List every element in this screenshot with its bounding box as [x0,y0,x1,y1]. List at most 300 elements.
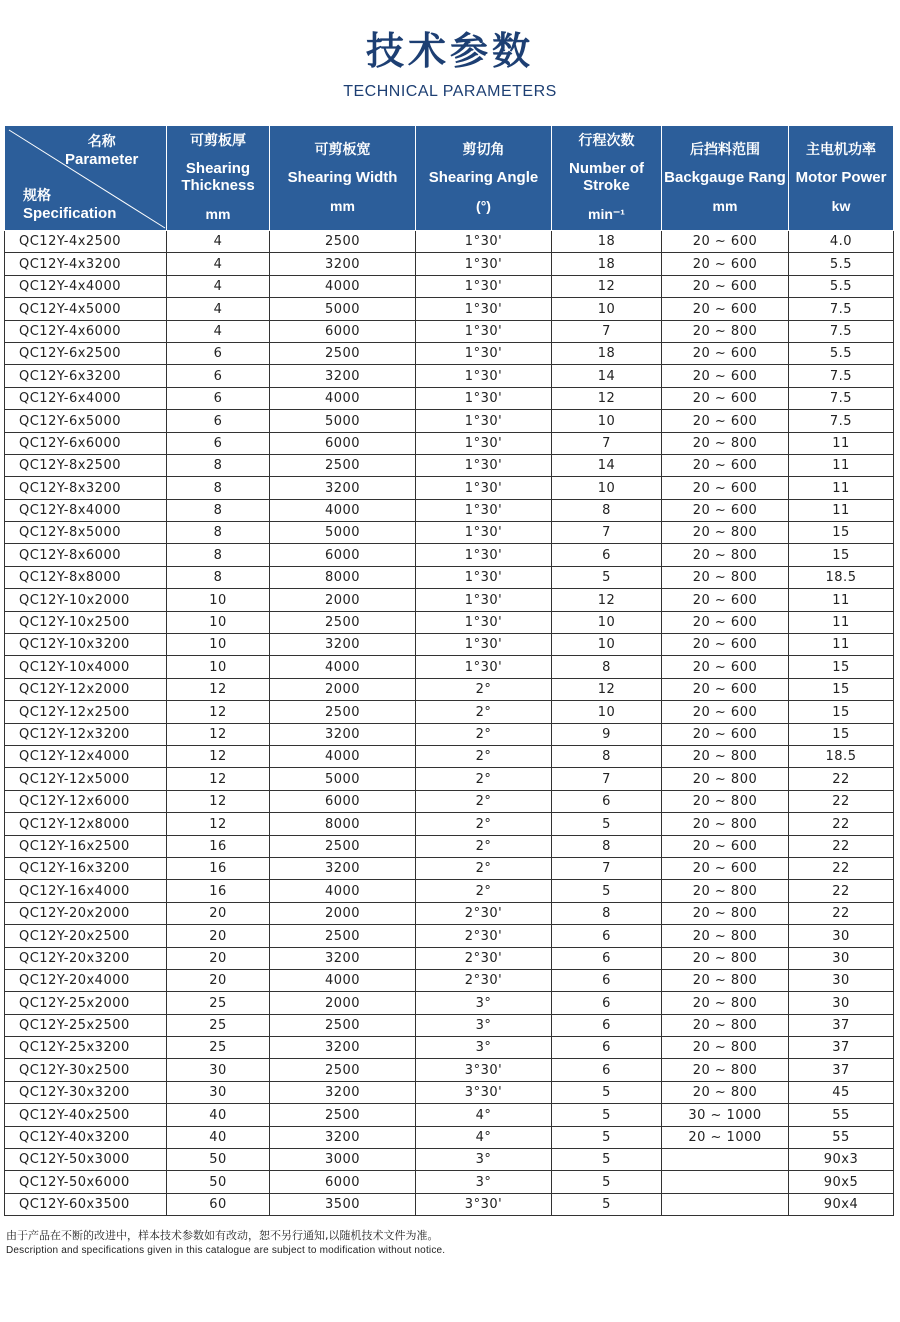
thickness-cell: 16 [167,835,270,857]
table-row [5,790,894,812]
thickness-cell: 20 [167,969,270,991]
model-cell: QC12Y-25x2000 [5,992,167,1014]
parameters-table-container [4,125,893,1216]
thickness-cell: 12 [167,723,270,745]
table-header-row [5,126,894,231]
angle-cell: 3° [416,1037,552,1059]
stroke-cell: 5 [552,1104,662,1126]
stroke-cell: 18 [552,253,662,275]
angle-cell: 4° [416,1126,552,1148]
power-cell: 15 [789,723,894,745]
stroke-cell: 10 [552,611,662,633]
backgauge-cell: 20 ~ 800 [662,745,789,767]
stroke-cell: 8 [552,656,662,678]
width-cell: 2500 [270,454,416,476]
thickness-cell: 6 [167,342,270,364]
width-cell: 4000 [270,275,416,297]
backgauge-cell: 20 ~ 800 [662,969,789,991]
thickness-cell: 6 [167,432,270,454]
model-cell: QC12Y-4x5000 [5,298,167,320]
model-cell: QC12Y-8x4000 [5,499,167,521]
model-cell: QC12Y-6x2500 [5,342,167,364]
table-row [5,701,894,723]
model-cell: QC12Y-8x3200 [5,477,167,499]
stroke-cell: 6 [552,969,662,991]
angle-cell: 3°30' [416,1059,552,1081]
angle-cell: 3° [416,1014,552,1036]
power-cell: 22 [789,880,894,902]
width-cell: 3500 [270,1193,416,1215]
backgauge-cell: 20 ~ 600 [662,275,789,297]
thickness-cell: 8 [167,566,270,588]
width-cell: 2500 [270,701,416,723]
width-cell: 3200 [270,723,416,745]
thickness-cell: 4 [167,275,270,297]
stroke-cell: 7 [552,768,662,790]
table-row [5,1193,894,1215]
width-cell: 2000 [270,589,416,611]
disclaimer-en: Description and specifications given in this catalogue are subject to modification without notice. [6,1245,446,1256]
thickness-cell: 10 [167,589,270,611]
thickness-cell: 40 [167,1104,270,1126]
power-cell: 30 [789,947,894,969]
model-cell: QC12Y-12x6000 [5,790,167,812]
model-cell: QC12Y-6x3200 [5,365,167,387]
table-row [5,745,894,767]
power-cell: 18.5 [789,566,894,588]
table-row [5,1059,894,1081]
thickness-cell: 8 [167,499,270,521]
angle-cell: 2° [416,723,552,745]
power-cell: 11 [789,454,894,476]
angle-cell: 1°30' [416,365,552,387]
angle-cell: 1°30' [416,387,552,409]
width-cell: 5000 [270,522,416,544]
power-cell: 15 [789,656,894,678]
angle-cell: 1°30' [416,454,552,476]
stroke-cell: 6 [552,947,662,969]
backgauge-cell: 20 ~ 800 [662,1037,789,1059]
thickness-cell: 4 [167,253,270,275]
table-row [5,253,894,275]
model-cell: QC12Y-12x5000 [5,768,167,790]
power-cell: 22 [789,790,894,812]
table-row [5,969,894,991]
stroke-cell: 7 [552,522,662,544]
angle-cell: 2° [416,813,552,835]
width-cell: 2500 [270,611,416,633]
angle-cell: 2° [416,790,552,812]
power-cell: 37 [789,1059,894,1081]
power-cell: 15 [789,678,894,700]
model-cell: QC12Y-4x6000 [5,320,167,342]
width-cell: 4000 [270,387,416,409]
table-row [5,522,894,544]
backgauge-cell [662,1171,789,1193]
model-cell: QC12Y-12x3200 [5,723,167,745]
header-corner-cell [5,126,167,231]
width-cell: 5000 [270,298,416,320]
angle-cell: 2° [416,835,552,857]
thickness-cell: 8 [167,522,270,544]
backgauge-cell: 20 ~ 800 [662,522,789,544]
parameters-table [4,125,894,1216]
model-cell: QC12Y-10x2500 [5,611,167,633]
table-row [5,477,894,499]
backgauge-cell: 20 ~ 800 [662,1014,789,1036]
stroke-cell: 8 [552,745,662,767]
width-cell: 8000 [270,566,416,588]
stroke-cell: 6 [552,1059,662,1081]
model-cell: QC12Y-8x8000 [5,566,167,588]
backgauge-cell: 20 ~ 800 [662,566,789,588]
angle-cell: 2° [416,768,552,790]
stroke-cell: 5 [552,813,662,835]
angle-cell: 2°30' [416,902,552,924]
model-cell: QC12Y-12x2500 [5,701,167,723]
stroke-cell: 14 [552,454,662,476]
angle-cell: 1°30' [416,432,552,454]
table-row [5,1126,894,1148]
backgauge-cell: 20 ~ 600 [662,387,789,409]
thickness-cell: 12 [167,678,270,700]
power-cell: 15 [789,544,894,566]
width-cell: 4000 [270,499,416,521]
width-cell: 4000 [270,880,416,902]
header-backgauge-rang: 后挡料范围 Backgauge Rang mm [662,126,789,231]
thickness-cell: 20 [167,925,270,947]
table-row [5,298,894,320]
table-row [5,566,894,588]
power-cell: 7.5 [789,320,894,342]
table-row [5,723,894,745]
thickness-cell: 8 [167,477,270,499]
backgauge-cell [662,1193,789,1215]
thickness-cell: 10 [167,634,270,656]
stroke-cell: 10 [552,298,662,320]
width-cell: 3200 [270,947,416,969]
table-row [5,342,894,364]
thickness-cell: 12 [167,701,270,723]
backgauge-cell: 20 ~ 600 [662,231,789,253]
stroke-cell: 8 [552,835,662,857]
model-cell: QC12Y-4x4000 [5,275,167,297]
thickness-cell: 20 [167,902,270,924]
angle-cell: 2° [416,745,552,767]
width-cell: 3000 [270,1149,416,1171]
power-cell: 90x4 [789,1193,894,1215]
width-cell: 2500 [270,1059,416,1081]
power-cell: 15 [789,522,894,544]
table-row [5,387,894,409]
stroke-cell: 10 [552,701,662,723]
table-row [5,365,894,387]
power-cell: 45 [789,1081,894,1103]
angle-cell: 1°30' [416,231,552,253]
model-cell: QC12Y-4x2500 [5,231,167,253]
model-cell: QC12Y-12x8000 [5,813,167,835]
thickness-cell: 25 [167,992,270,1014]
table-row [5,611,894,633]
power-cell: 90x3 [789,1149,894,1171]
backgauge-cell: 20 ~ 600 [662,678,789,700]
width-cell: 6000 [270,790,416,812]
stroke-cell: 8 [552,902,662,924]
model-cell: QC12Y-20x4000 [5,969,167,991]
width-cell: 3200 [270,1037,416,1059]
table-row [5,231,894,253]
table-row [5,1171,894,1193]
model-cell: QC12Y-8x2500 [5,454,167,476]
page-title: 技术参数 [365,29,534,73]
backgauge-cell: 20 ~ 600 [662,723,789,745]
width-cell: 3200 [270,365,416,387]
width-cell: 5000 [270,768,416,790]
angle-cell: 1°30' [416,320,552,342]
angle-cell: 1°30' [416,275,552,297]
backgauge-cell: 20 ~ 800 [662,947,789,969]
stroke-cell: 6 [552,544,662,566]
table-row [5,1037,894,1059]
table-row [5,589,894,611]
power-cell: 22 [789,902,894,924]
angle-cell: 3°30' [416,1193,552,1215]
angle-cell: 1°30' [416,544,552,566]
table-row [5,835,894,857]
backgauge-cell: 20 ~ 800 [662,813,789,835]
corner-parameter-label: 名称 Parameter [65,134,139,168]
backgauge-cell: 20 ~ 600 [662,857,789,879]
thickness-cell: 4 [167,298,270,320]
backgauge-cell: 20 ~ 600 [662,410,789,432]
width-cell: 2500 [270,925,416,947]
table-row [5,499,894,521]
table-row [5,992,894,1014]
angle-cell: 2° [416,678,552,700]
width-cell: 4000 [270,656,416,678]
power-cell: 11 [789,499,894,521]
model-cell: QC12Y-25x3200 [5,1037,167,1059]
backgauge-cell [662,1149,789,1171]
backgauge-cell: 20 ~ 800 [662,432,789,454]
angle-cell: 1°30' [416,253,552,275]
stroke-cell: 5 [552,1081,662,1103]
angle-cell: 2°30' [416,925,552,947]
angle-cell: 3° [416,1149,552,1171]
model-cell: QC12Y-50x3000 [5,1149,167,1171]
width-cell: 2500 [270,342,416,364]
header-motor-power: 主电机功率 Motor Power kw [789,126,894,231]
thickness-cell: 30 [167,1081,270,1103]
model-cell: QC12Y-6x6000 [5,432,167,454]
thickness-cell: 40 [167,1126,270,1148]
stroke-cell: 8 [552,499,662,521]
thickness-cell: 12 [167,813,270,835]
width-cell: 6000 [270,1171,416,1193]
power-cell: 5.5 [789,342,894,364]
backgauge-cell: 20 ~ 600 [662,253,789,275]
width-cell: 3200 [270,1126,416,1148]
angle-cell: 3° [416,1171,552,1193]
table-row [5,768,894,790]
backgauge-cell: 20 ~ 800 [662,790,789,812]
angle-cell: 3°30' [416,1081,552,1103]
width-cell: 2000 [270,678,416,700]
backgauge-cell: 20 ~ 600 [662,454,789,476]
header-number-of-stroke: 行程次数 Number of Stroke min⁻¹ [552,126,662,231]
width-cell: 2500 [270,835,416,857]
thickness-cell: 16 [167,880,270,902]
table-row [5,902,894,924]
stroke-cell: 6 [552,1037,662,1059]
power-cell: 55 [789,1126,894,1148]
stroke-cell: 12 [552,275,662,297]
backgauge-cell: 20 ~ 800 [662,768,789,790]
model-cell: QC12Y-40x2500 [5,1104,167,1126]
model-cell: QC12Y-20x2500 [5,925,167,947]
stroke-cell: 10 [552,477,662,499]
width-cell: 2500 [270,1014,416,1036]
model-cell: QC12Y-60x3500 [5,1193,167,1215]
angle-cell: 1°30' [416,589,552,611]
stroke-cell: 6 [552,1014,662,1036]
table-row [5,1081,894,1103]
backgauge-cell: 20 ~ 800 [662,1081,789,1103]
model-cell: QC12Y-20x2000 [5,902,167,924]
width-cell: 6000 [270,544,416,566]
stroke-cell: 6 [552,992,662,1014]
width-cell: 4000 [270,969,416,991]
model-cell: QC12Y-25x2500 [5,1014,167,1036]
model-cell: QC12Y-6x4000 [5,387,167,409]
table-row [5,656,894,678]
backgauge-cell: 20 ~ 800 [662,320,789,342]
width-cell: 2000 [270,902,416,924]
table-row [5,544,894,566]
table-body [5,231,894,1216]
thickness-cell: 50 [167,1149,270,1171]
thickness-cell: 4 [167,231,270,253]
model-cell: QC12Y-12x2000 [5,678,167,700]
angle-cell: 2° [416,880,552,902]
stroke-cell: 12 [552,678,662,700]
table-row [5,410,894,432]
stroke-cell: 5 [552,1193,662,1215]
backgauge-cell: 20 ~ 600 [662,499,789,521]
thickness-cell: 6 [167,410,270,432]
thickness-cell: 25 [167,1014,270,1036]
model-cell: QC12Y-40x3200 [5,1126,167,1148]
angle-cell: 2°30' [416,947,552,969]
power-cell: 30 [789,992,894,1014]
power-cell: 7.5 [789,387,894,409]
backgauge-cell: 20 ~ 600 [662,835,789,857]
stroke-cell: 10 [552,410,662,432]
table-row [5,1104,894,1126]
backgauge-cell: 20 ~ 800 [662,992,789,1014]
backgauge-cell: 20 ~ 600 [662,701,789,723]
stroke-cell: 18 [552,231,662,253]
angle-cell: 1°30' [416,522,552,544]
angle-cell: 1°30' [416,499,552,521]
power-cell: 15 [789,701,894,723]
stroke-cell: 7 [552,432,662,454]
backgauge-cell: 20 ~ 600 [662,656,789,678]
corner-specification-label: 规格 Specification [23,188,117,222]
model-cell: QC12Y-16x4000 [5,880,167,902]
angle-cell: 1°30' [416,477,552,499]
power-cell: 22 [789,813,894,835]
table-row [5,813,894,835]
stroke-cell: 14 [552,365,662,387]
backgauge-cell: 20 ~ 1000 [662,1126,789,1148]
backgauge-cell: 20 ~ 600 [662,365,789,387]
angle-cell: 1°30' [416,634,552,656]
model-cell: QC12Y-30x3200 [5,1081,167,1103]
model-cell: QC12Y-10x2000 [5,589,167,611]
table-row [5,1014,894,1036]
width-cell: 8000 [270,813,416,835]
angle-cell: 3° [416,992,552,1014]
width-cell: 3200 [270,857,416,879]
power-cell: 22 [789,835,894,857]
angle-cell: 1°30' [416,342,552,364]
header-shearing-width: 可剪板宽 Shearing Width mm [270,126,416,231]
power-cell: 7.5 [789,365,894,387]
stroke-cell: 5 [552,1149,662,1171]
backgauge-cell: 20 ~ 600 [662,342,789,364]
backgauge-cell: 20 ~ 600 [662,298,789,320]
model-cell: QC12Y-30x2500 [5,1059,167,1081]
thickness-cell: 10 [167,656,270,678]
width-cell: 3200 [270,253,416,275]
width-cell: 4000 [270,745,416,767]
model-cell: QC12Y-16x2500 [5,835,167,857]
angle-cell: 2°30' [416,969,552,991]
angle-cell: 4° [416,1104,552,1126]
power-cell: 37 [789,1014,894,1036]
power-cell: 11 [789,634,894,656]
thickness-cell: 8 [167,454,270,476]
width-cell: 2500 [270,1104,416,1126]
power-cell: 55 [789,1104,894,1126]
table-row [5,857,894,879]
power-cell: 30 [789,925,894,947]
power-cell: 11 [789,611,894,633]
power-cell: 5.5 [789,253,894,275]
width-cell: 5000 [270,410,416,432]
stroke-cell: 12 [552,387,662,409]
backgauge-cell: 20 ~ 800 [662,1059,789,1081]
angle-cell: 1°30' [416,298,552,320]
angle-cell: 1°30' [416,566,552,588]
model-cell: QC12Y-10x3200 [5,634,167,656]
table-row [5,432,894,454]
page-subtitle: TECHNICAL PARAMETERS [343,83,557,100]
thickness-cell: 6 [167,365,270,387]
width-cell: 3200 [270,477,416,499]
stroke-cell: 5 [552,1171,662,1193]
backgauge-cell: 20 ~ 800 [662,902,789,924]
model-cell: QC12Y-4x3200 [5,253,167,275]
stroke-cell: 7 [552,320,662,342]
backgauge-cell: 20 ~ 800 [662,544,789,566]
disclaimer-cn: 由于产品在不断的改进中，样本技术参数如有改动，恕不另行通知,以随机技术文件为准。 [6,1229,439,1242]
model-cell: QC12Y-12x4000 [5,745,167,767]
thickness-cell: 16 [167,857,270,879]
backgauge-cell: 20 ~ 600 [662,589,789,611]
thickness-cell: 4 [167,320,270,342]
